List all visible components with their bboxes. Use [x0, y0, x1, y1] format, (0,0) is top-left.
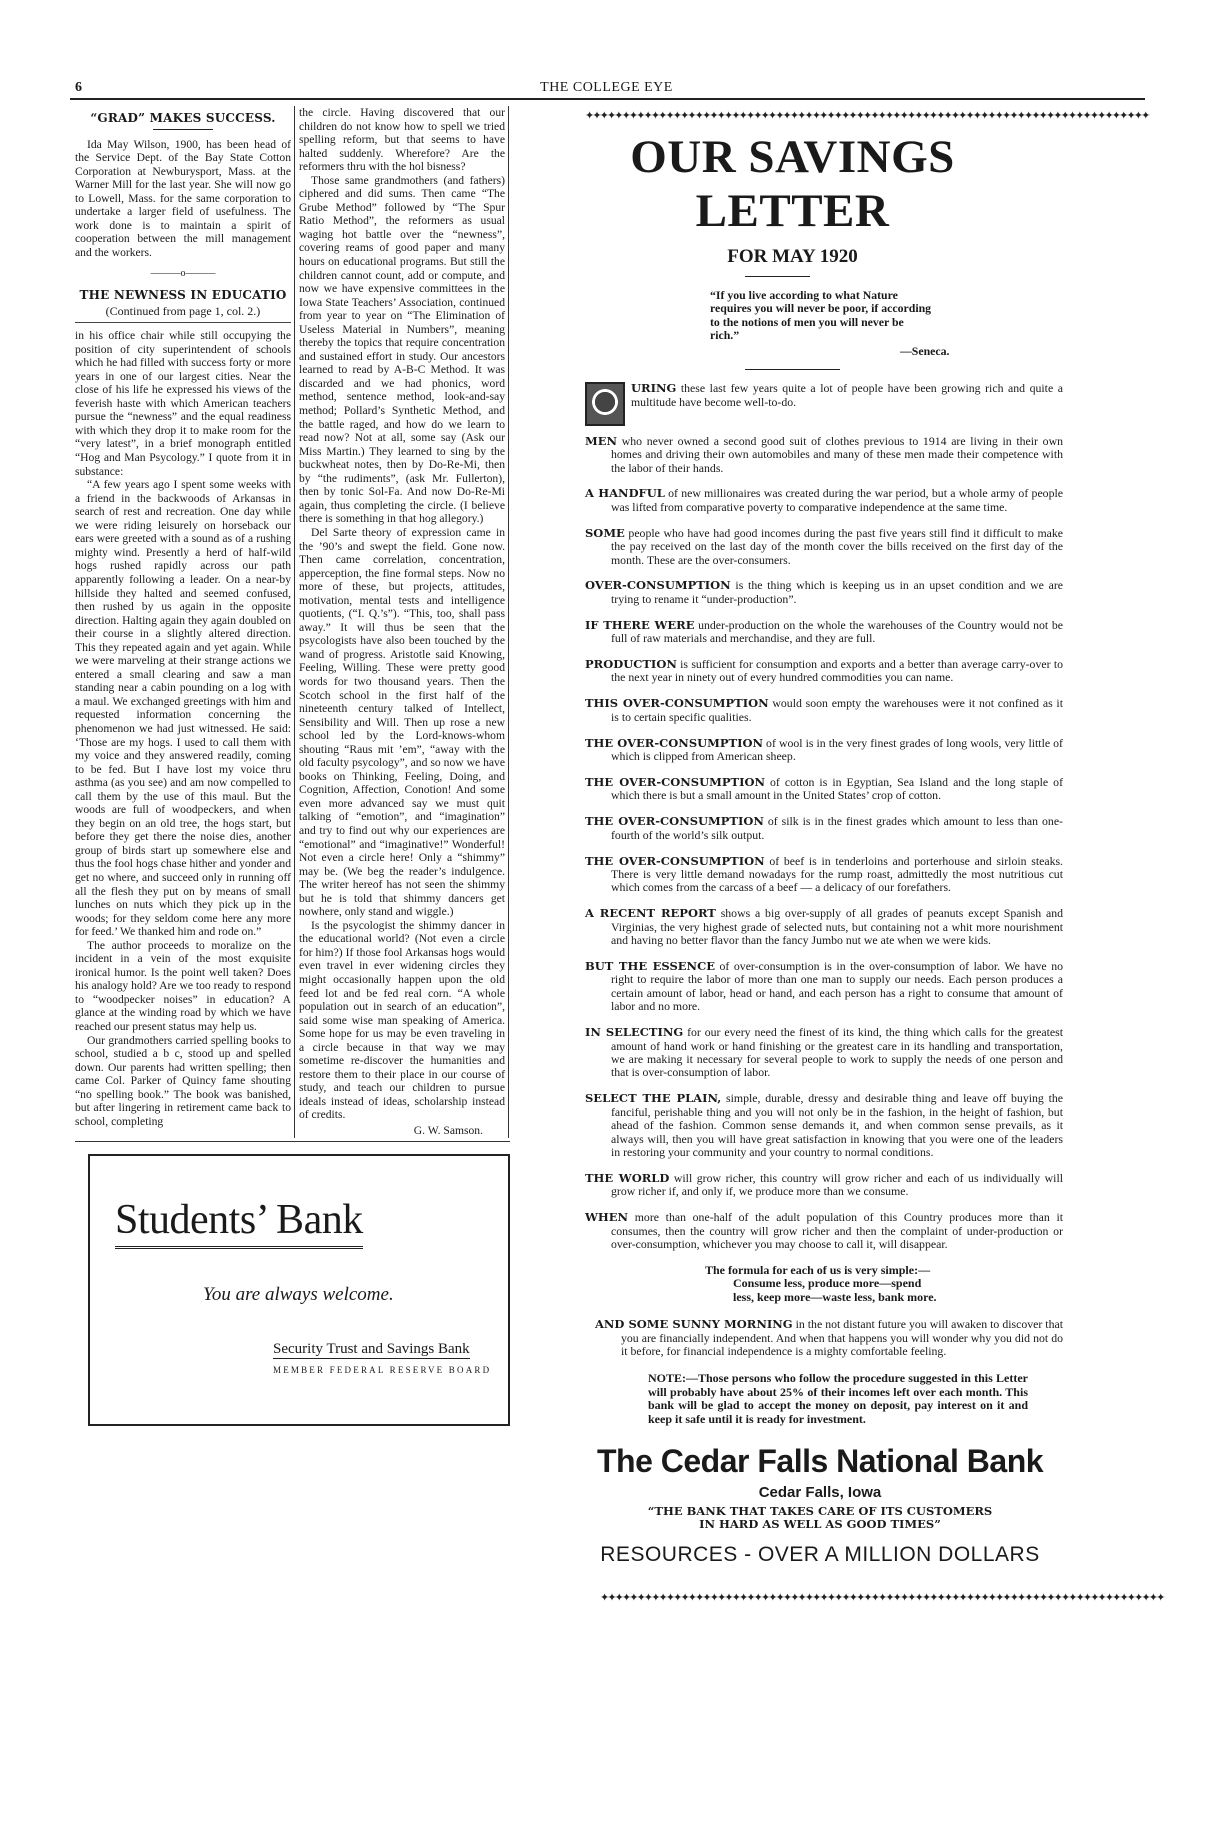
column-1: [75, 106, 295, 1138]
paragraph-lead: THE WORLD: [585, 1170, 670, 1185]
students-bank-ad-box: [88, 1154, 510, 1426]
newspaper-name: THE COLLEGE EYE: [540, 80, 673, 95]
paragraph-text: of wool is in the very finest grades of long wools, very little of which is clipped from American sheep.: [611, 735, 1063, 764]
slogan-line: IN HARD AS WELL AS GOOD TIMES”: [699, 1516, 941, 1531]
formula-line: less, keep more—waste less, bank more.: [733, 1289, 937, 1304]
letter-paragraph: [585, 960, 1063, 1014]
paragraph-text: more than one-half of the adult population of this Country produces more than it consumes, then the country will grow richer and then the complaint of under-production or over-consumption, whichever you may choose to call it, will disappear.: [611, 1210, 1063, 1251]
paragraph-lead: PRODUCTION: [585, 657, 677, 672]
paragraph-text: of silk is in the finest grades which amount to less than one-fourth of the world’s silk output.: [611, 814, 1063, 842]
article-paragraph: “A few years ago I spent some weeks with a friend in the backwoods of Arkansas in search of rest and recreation. One day while we were riding leisurely on horseback our ears were greeted with a sound as of a rushing mighty wind. Presently a herd of half-wild hogs rushed rapidly across our path apparently following a leader. On a near-by hillside they halted and seemed confused, then rushed by us again in the opposite direction. Halting again they again doubled on their course in a slightly altered direction. This they repeated again and yet again. While we were marveling at their strange actions we entered a small clearing and saw a man standing near a cabin pounding on a log with a maul. We exchanged greetings with him and requested information concerning the phenomenon we had just witnessed. He said: ‘Those are my hogs. I used to call them with my voice and they answered readily, coming to be fed. But I have lost my voice thru asthma (as you see) and am now compelled to call them by the use of this maul. But the woods are full of woodpeckers, and when they begin on an old tree, the hogs start, but before they get there the noise dies, another group of birds start up somewhere else and thus the fool hogs chase hither and yonder and get no where, and succeed only in running off all the flesh they put on by means of small lunches on nuts which they pick up in the woods; for they seldom come here any more for feed.’ We thanked him and rode on.”: [75, 478, 291, 939]
letter-paragraph: [585, 658, 1063, 685]
paragraph-lead: IF THERE WERE: [585, 617, 695, 632]
paragraph-text: of cotton is in Egyptian, Sea Island and the long staple of which there is but a small amount in the United States’ crop of cotton.: [611, 775, 1063, 803]
member-federal-reserve: MEMBER FEDERAL RESERVE BOARD: [273, 1364, 492, 1375]
paragraph-lead: A HANDFUL: [585, 486, 665, 501]
paragraph-lead: A RECENT REPORT: [585, 906, 716, 921]
paragraph-lead: MEN: [585, 433, 618, 448]
savings-letter-body: [585, 382, 1063, 1251]
sunny-lead: AND SOME SUNNY MORNING: [595, 1317, 793, 1332]
savings-letter-title: OUR SAVINGS LETTER: [630, 131, 955, 237]
paragraph-lead: SOME: [585, 525, 625, 540]
paragraph-text: of new millionaires was created during the war period, but a whole army of people was lifted from comparative poverty to comparative independence at the same time.: [611, 486, 1063, 514]
divider: [745, 369, 840, 370]
article-paragraph: the circle. Having discovered that our children do not know how to spell we tried spelling reform, but that seems to have halted suddenly. Wherefore? Are the reformers thru with the hol bisness?: [299, 106, 505, 174]
paragraph-lead: THE OVER-CONSUMPTION: [585, 735, 763, 750]
letter-paragraph: [585, 1172, 1063, 1199]
column-2: [295, 106, 509, 1138]
paragraph-lead: SELECT THE PLAIN,: [585, 1091, 722, 1106]
formula-line: The formula for each of us is very simple:—: [705, 1262, 931, 1277]
paragraph-lead: THE OVER-CONSUMPTION: [585, 775, 765, 789]
letter-paragraph: [585, 697, 1063, 724]
article-paragraph: Del Sarte theory of expression came in the ’90’s and swept the field. Gone now. Then came correlation, concentration, apperception, the fine formal steps. Now no more of these, but projects, attitudes, motivation, mental tests and intelligence quotients, (“I. Q.’s”). “This, too, shall pass away.” It will thus be seen that the psycologists have also been touched by the wand of progress. Aristotle said Knowing, Feeling, Willing. These were pretty good words for two thousand years. Then the Scotch school in the first half of the nineteenth century talked of Intellect, Sensibility and Will. Then up rose a new school led by the Lord-knows-whom shouting “Raus mit ’em”, “away with the old faculty psycology”, and so now we have books on Thinking, Feeling, Doing, and Cognition, Affection, Conotion! And some even more advanced say we must quit talking of “emotion”, and “imagination” and try to find out why our experiences are “emotional” and “imaginative!” Wonderful! Not even a circle here! Only a “shimmy” may be. (We beg the reader’s indulgence. The writer hereof has not seen the shimmy but he is told that shimmy dancers get nowhere, only stand and wiggle.): [299, 525, 505, 919]
article-body: [75, 329, 291, 1128]
paragraph-text: for our every need the finest of its kind, the thing which calls for the greatest amount of hand work or hand finishing or the greatest care in its handling and transportation, we are making it necessary for several people to work to supply the needs of one person and that is over-consumption of labor.: [611, 1025, 1064, 1080]
letter-paragraph: [585, 907, 1063, 947]
bank-resources: RESOURCES - OVER A MILLION DOLLARS: [600, 1542, 1040, 1566]
letter-paragraph: [585, 487, 1063, 514]
bank-slogan: [560, 1505, 1080, 1531]
continued-note: (Continued from page 1, col. 2.): [75, 305, 291, 324]
author-signature: G. W. Samson.: [413, 1124, 483, 1138]
letter-paragraph: [585, 527, 1063, 567]
paragraph-text: under-production on the whole the warehouses of the Country would not be full of raw materials and merchandise, and they are full.: [611, 617, 1063, 646]
article-columns: [75, 106, 510, 1138]
article-body-continued: [299, 106, 505, 1122]
headline-newness-in-education: THE NEWNESS IN EDUCATIO: [79, 288, 287, 303]
intro-text: these last few years quite a lot of people have been growing rich and quite a multitude have become well-to-do.: [631, 381, 1063, 409]
paragraph-lead: THIS OVER-CONSUMPTION: [585, 696, 769, 711]
paragraph-text: who never owned a second good suit of clothes previous to 1914 are living in their own homes and driving their own automobiles and many of these men made their competence with the labor of their hands.: [611, 433, 1063, 475]
left-section: [75, 106, 510, 1426]
letter-paragraph: [585, 1092, 1063, 1159]
formula-line: Consume less, produce more—spend: [733, 1276, 922, 1291]
paragraph-text: simple, durable, dressy and desirable thing and leave off buying the fanciful, perishable thing and you will not only be in the fashion, in the height of fashion, but ahead of the fashion. Common sense demands it, and when common sense prevails, as it always will, then you will have great satisfaction in knowing that you were one of the leaders in restoring your community and your country to normal conditions.: [611, 1091, 1063, 1159]
letter-paragraph: [585, 737, 1063, 764]
paragraph-text: shows a big over-supply of all grades of peanuts except Spanish and Virginias, the very highest grade of selected nuts, but containing not a whit more nourishment and having no better flavor than the fancy Jumbo nut we ate when we were kids.: [611, 906, 1064, 948]
article-paragraph: in his office chair while still occupying the position of city superintendent of schools which he had filled with success forty or more years in one of our largest cities. Near the close of his life he expressed his views of the feverish haste with which American teachers pursue the “newness” and the equal readiness with which they drop it to make room for the “very latest”, in a brief monograph entitled “Hog and Man Psycology.” I quote from it in substance:: [75, 329, 291, 478]
paragraph-text: is the thing which is keeping us in an upset condition and we are trying to rename it “under-production”.: [611, 578, 1063, 606]
paragraph-lead: IN SELECTING: [585, 1025, 684, 1040]
ornamental-drop-cap-d-icon: [585, 382, 625, 426]
page-number: 6: [75, 80, 82, 95]
letter-paragraph: [585, 619, 1063, 646]
intro-lead: URING: [631, 381, 677, 396]
column-end-rule: [75, 1141, 510, 1142]
paragraph-lead: THE OVER-CONSUMPTION: [585, 814, 764, 829]
paragraph-text: is sufficient for consumption and exports and a better than average carry-over to the next year in ninety out of every hundred commodities you can name.: [611, 657, 1063, 685]
headline-grad-makes-success: “GRAD” MAKES SUCCESS.: [90, 111, 276, 125]
article-paragraph: Our grandmothers carried spelling books to school, studied a b c, stood up and spelled down. Our parents had written spelling; then came Col. Parker of Quincy fame shouting “no spelling book.” The book was banished, but after lingering in retirement came back to school, completing: [75, 1033, 291, 1128]
cedar-falls-bank-name: The Cedar Falls National Bank: [596, 1442, 1044, 1479]
students-bank-welcome: You are always welcome.: [203, 1283, 394, 1305]
intro-paragraph: [585, 382, 1063, 422]
paragraph-text: of over-consumption is in the over-consumption of labor. We have no right to require the labor of more than one man to supply our needs. Each person produces a certain amount of labor, head or hand, and each person has a right to consume that amount of labor and no more.: [611, 959, 1063, 1014]
formula-block: [705, 1264, 985, 1304]
letter-paragraph: [585, 1211, 1063, 1251]
paragraph-lead: BUT THE ESSENCE: [585, 959, 715, 974]
seneca-quote: “If you live according to what Nature requires you will never be poor, if according to the notions of men you will never be rich.”: [710, 288, 932, 342]
bank-city: Cedar Falls, Iowa: [758, 1483, 882, 1501]
paragraph-lead: WHEN: [585, 1210, 629, 1225]
note-paragraph: NOTE:—Those persons who follow the procedure suggested in this Letter will probably have about 25% of their incomes left over each month. This bank will be glad to accept the money on deposit, pay interest on it and keep it safe until it is ready for investment.: [648, 1371, 1028, 1426]
sunny-morning-paragraph: [595, 1318, 1063, 1358]
paragraph-text: of beef is in tenderloins and porterhouse and sirloin steaks. There is very little demand nowadays for the rump roast, admittedly the most nutritious cut which comes from the carcass of a beef — a delicacy of our forefathers.: [611, 853, 1064, 895]
article-paragraph: Is the psycologist the shimmy dancer in the educational world? (Not even a circle for him?) If those fool Arkansas hogs would even travel in ever widening circles they might occasionally happen upon the old feed lot and be fed real corn. “A whole population out in search of an education”, said some wise man speaking of America. Some hope for us may be even traveling in a circle because in that way we may sometime re-discover the humanities and restore them to their place in our course of study, and teach our children to pursue ideals instead of ideas, scholarship instead of credits.: [299, 918, 505, 1122]
letter-paragraphs: [585, 435, 1063, 1252]
letter-paragraph: [585, 435, 1063, 475]
letter-paragraph: [585, 1026, 1063, 1080]
article-paragraph: Those same grandmothers (and fathers) ciphered and did sums. Then came “The Grube Method” followed by “The Spur Ratio Method”, the reformers as usual waging hot battle over the “newness”, covering reams of good paper and many hours on educational programs. But still the children cannot count, add or compute, and now we have expensive committees in the Iowa State Teachers’ Association, continued from year to year on “The Elimination of Useless Material in Numbers”, meaning thereby the topics that require concentration and sustained effort in study. Our ancestors learned to read by A-B-C Method. It was discarded and we had phonics, word method, sentence method, look-and-say method; Pollard’s Synthetic Method, and the battle raged, and how do we learn to read now? Not at all, some say (Ask our Miss Martin.) They learned to sing by the buckwheat notes, then by Do-Re-Mi, then by “the rudiments”, (ask Mr. Fullerton), then by tonic Sol-Fa. And now Do-Re-Mi again, thus completing the circle. (I believe there is something in that hog allegory.): [299, 173, 505, 526]
savings-letter-month: FOR MAY 1920: [727, 246, 858, 267]
paragraph-lead: OVER-CONSUMPTION: [585, 578, 731, 593]
paragraph-lead: THE OVER-CONSUMPTION: [585, 853, 765, 868]
ornament-border-top: ✦✦✦✦✦✦✦✦✦✦✦✦✦✦✦✦✦✦✦✦✦✦✦✦✦✦✦✦✦✦✦✦✦✦✦✦✦✦✦✦✦✦✦✦✦✦✦✦✦✦✦✦✦✦✦✦✦✦✦✦✦✦✦✦✦✦✦✦✦✦✦✦✦✦✦✦✦: [585, 110, 1149, 122]
letter-paragraph: [585, 815, 1063, 842]
divider: [153, 129, 213, 130]
paragraph-text: would soon empty the warehouses were it not confined as it is to certain specific qualities.: [611, 696, 1063, 724]
divider: [745, 276, 810, 277]
letter-paragraph: [585, 855, 1063, 895]
paragraph-text: people who have had good incomes during the past five years still find it difficult to make the pay received on the last day of the month cover the bills received on the first day of the month. These are the over-consumers.: [611, 525, 1063, 567]
sunny-text: in the not distant future you will awaken to discover that you are financially independent. And when that happens you will wonder why you did not do it before, for financial independence is a mighty comfortable feeling.: [621, 1317, 1063, 1358]
security-trust-bank-name: Security Trust and Savings Bank: [273, 1340, 470, 1357]
header-rule: [70, 98, 1145, 100]
students-bank-name: Students’ Bank: [115, 1196, 363, 1249]
slogan-line: “THE BANK THAT TAKES CARE OF ITS CUSTOMERS: [647, 1503, 993, 1518]
savings-letter-ad: [585, 109, 1164, 1604]
quote-author: —Seneca.: [900, 344, 950, 359]
letter-paragraph: [585, 776, 1063, 803]
letter-paragraph: [585, 579, 1063, 606]
ornament-border-bottom: ✦✦✦✦✦✦✦✦✦✦✦✦✦✦✦✦✦✦✦✦✦✦✦✦✦✦✦✦✦✦✦✦✦✦✦✦✦✦✦✦✦✦✦✦✦✦✦✦✦✦✦✦✦✦✦✦✦✦✦✦✦✦✦✦✦✦✦✦✦✦✦✦✦✦✦✦✦: [600, 1591, 1164, 1604]
paragraph-text: will grow richer, this country will grow richer and each of us individually will grow richer if, and only if, we produce more than we consume.: [611, 1170, 1063, 1199]
article-grad-text: Ida May Wilson, 1900, has been head of the Service Dept. of the Bay State Cotton Corporation at Newburysport, Mass. at the Warner Mill for the last year. She will now go to Lowell, Mass. for the same corporation to undertake a larger field of usefulness. The work done is to maintain a spirit of cooperation between the mill management and the workers.: [75, 137, 291, 259]
separator: ———o———: [150, 268, 216, 280]
article-paragraph: The author proceeds to moralize on the incident in a vein of the most exquisite ironical humor. Is the point well taken? Does his analogy hold? Are we too ready to respond to “woodpecker noises” in education? A glance at the winding road by which we have reached our present status may help us.: [75, 938, 291, 1033]
